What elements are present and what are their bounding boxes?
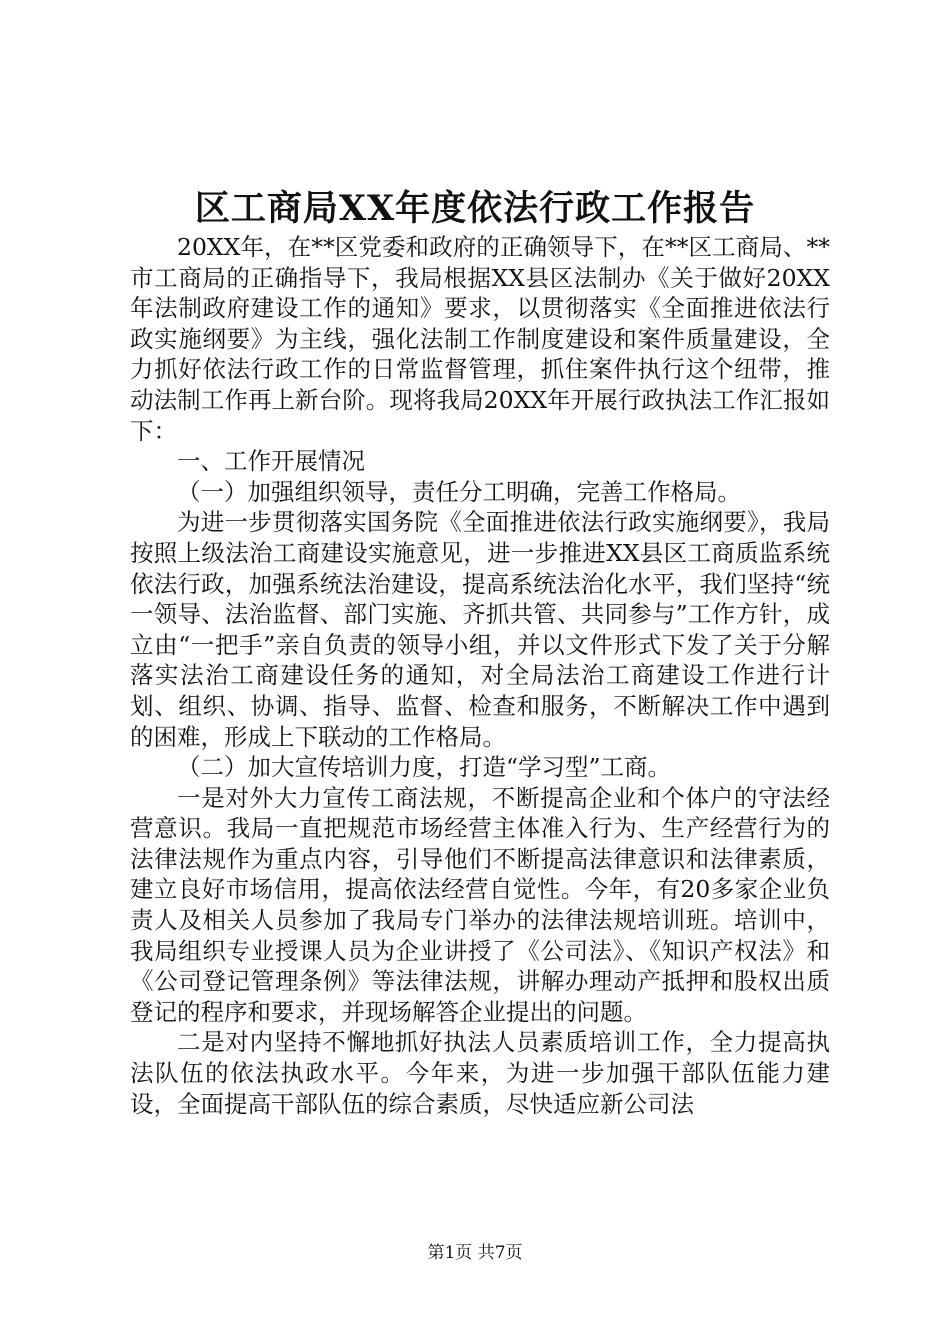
- subsection-heading-2: （二）加大宣传培训力度，打造“学习型”工商。: [177, 753, 672, 782]
- subsection-heading-1: （一）加强组织领导，责任分工明确，完善工作格局。: [177, 477, 741, 506]
- intro-paragraph: 20XX年，在**区党委和政府的正确领导下，在**区工商局、**市工商局的正确指导下，我局根据XX县区法制办《关于做好20XX年法制政府建设工作的通知》要求，以贯彻落实《全面推进依法行政实施纲要》为主线，强化法制工作制度建设和案件质量建设，全力抓好依法行政工作的日常监督管理，抓住案件执行这个纽带，推动法制工作再上新台阶。现将我局20XX年开展行政执法工作汇报如下：: [130, 233, 830, 445]
- body-paragraph-internal-training: 二是对内坚持不懈地抓好执法人员素质培训工作，全力提高执法队伍的依法执政水平。今年来，为进一步加强干部队伍能力建设，全面提高干部队伍的综合素质，尽快适应新公司法: [130, 1028, 830, 1118]
- section-heading-work-progress: 一、工作开展情况: [177, 447, 365, 476]
- document-title: 区工商局XX年度依法行政工作报告: [194, 188, 756, 229]
- body-paragraph-organization: 为进一步贯彻落实国务院《全面推进依法行政实施纲要》，我局按照上级法治工商建设实施意见，进一步推进XX县区工商质监系统依法行政，加强系统法治建设，提高系统法治化水平，我们坚持“统一领导、法治监督、部门实施、齐抓共管、共同参与”工作方针，成立由“一把手”亲自负责的领导小组，并以文件形式下发了关于分解落实法治工商建设任务的通知，对全局法治工商建设工作进行计划、组织、协调、指导、监督、检查和服务，不断解决工作中遇到的困难，形成上下联动的工作格局。: [130, 508, 830, 751]
- page-number-footer: 第1页 共7页: [427, 1243, 523, 1263]
- document-body: [130, 232, 830, 1119]
- body-paragraph-external-publicity: 一是对外大力宣传工商法规，不断提高企业和个体户的守法经营意识。我局一直把规范市场经营主体准入行为、生产经营行为的法律法规作为重点内容，引导他们不断提高法律意识和法律素质，建立良好市场信用，提高依法经营自觉性。今年，有20多家企业负责人及相关人员参加了我局专门举办的法律法规培训班。培训中，我局组织专业授课人员为企业讲授了《公司法》、《知识产权法》和《公司登记管理条例》等法律法规，讲解办理动产抵押和股权出质登记的程序和要求，并现场解答企业提出的问题。: [130, 783, 830, 1026]
